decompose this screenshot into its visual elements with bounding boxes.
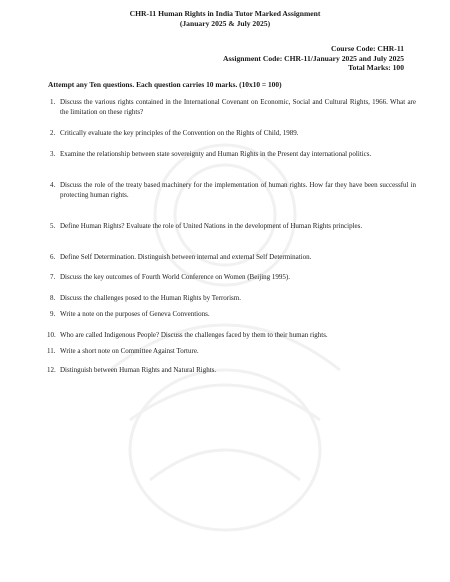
code-block: [223, 44, 404, 73]
question-text: Examine the relationship between state sovereignty and Human Rights in the Present day international politics.: [60, 150, 372, 158]
question-text: Define Human Rights? Evaluate the role of United Nations in the development of Human Rights principles.: [60, 222, 363, 230]
question-item: [50, 180, 416, 201]
question-number: 3.: [50, 150, 56, 158]
question-text: Discuss the challenges posed to the Human Rights by Terrorism.: [60, 294, 241, 302]
question-number: 7.: [50, 273, 56, 281]
assignment-code: Assignment Code: CHR-11/January 2025 and July 2025: [222, 53, 404, 63]
question-number: 10.: [47, 331, 56, 339]
question-text: Discuss the various rights contained in the International Covenant on Economic, Social and Cultural Rights, 1966. What are the limitation on these rights?: [60, 98, 416, 117]
question-item: [50, 97, 416, 118]
document-title: [0, 9, 450, 29]
question-text: Define Self Determination. Distinguish between internal and external Self Determination.: [60, 253, 312, 261]
question-text: Critically evaluate the key principles of the Convention on the Rights of Child, 1989.: [60, 129, 299, 137]
question-number: 5.: [50, 222, 56, 230]
question-item: [50, 128, 416, 138]
question-number: 4.: [50, 181, 56, 189]
question-text: Discuss the role of the treaty based machinery for the implementation of human rights. How far they have been successful in protecting human rights.: [60, 181, 416, 200]
question-number: 11.: [47, 347, 56, 355]
title-line: CHR-11 Human Rights in India Tutor Marked Assignment: [129, 9, 321, 18]
title-session: (January 2025 & July 2025): [179, 19, 271, 28]
question-number: 8.: [50, 294, 56, 302]
question-text: Write a note on the purposes of Geneva Conventions.: [60, 310, 210, 318]
question-item: [47, 330, 416, 340]
question-text: Discuss the key outcomes of Fourth World Conference on Women (Beijing 1995).: [60, 273, 290, 281]
question-item: [47, 365, 416, 375]
question-item: [50, 309, 416, 319]
question-text: Distinguish between Human Rights and Natural Rights.: [60, 366, 217, 374]
question-number: 12.: [47, 366, 56, 374]
total-marks: Total Marks: 100: [348, 63, 404, 72]
question-item: [47, 346, 416, 356]
question-item: [50, 252, 416, 262]
course-code: Course Code: CHR-11: [331, 44, 404, 53]
question-number: 6.: [50, 253, 56, 261]
question-item: [50, 272, 416, 282]
question-text: Who are called Indigenous People? Discuss the challenges faced by them to their human rights.: [60, 331, 328, 339]
question-item: [50, 293, 416, 303]
question-number: 9.: [50, 310, 56, 318]
question-number: 2.: [50, 129, 56, 137]
question-text: Write a short note on Committee Against Torture.: [60, 347, 199, 355]
question-number: 1.: [50, 98, 56, 106]
question-item: [50, 221, 416, 231]
question-item: [50, 149, 416, 159]
instruction-text: Attempt any Ten questions. Each question carries 10 marks. (10x10 = 100): [48, 80, 282, 89]
